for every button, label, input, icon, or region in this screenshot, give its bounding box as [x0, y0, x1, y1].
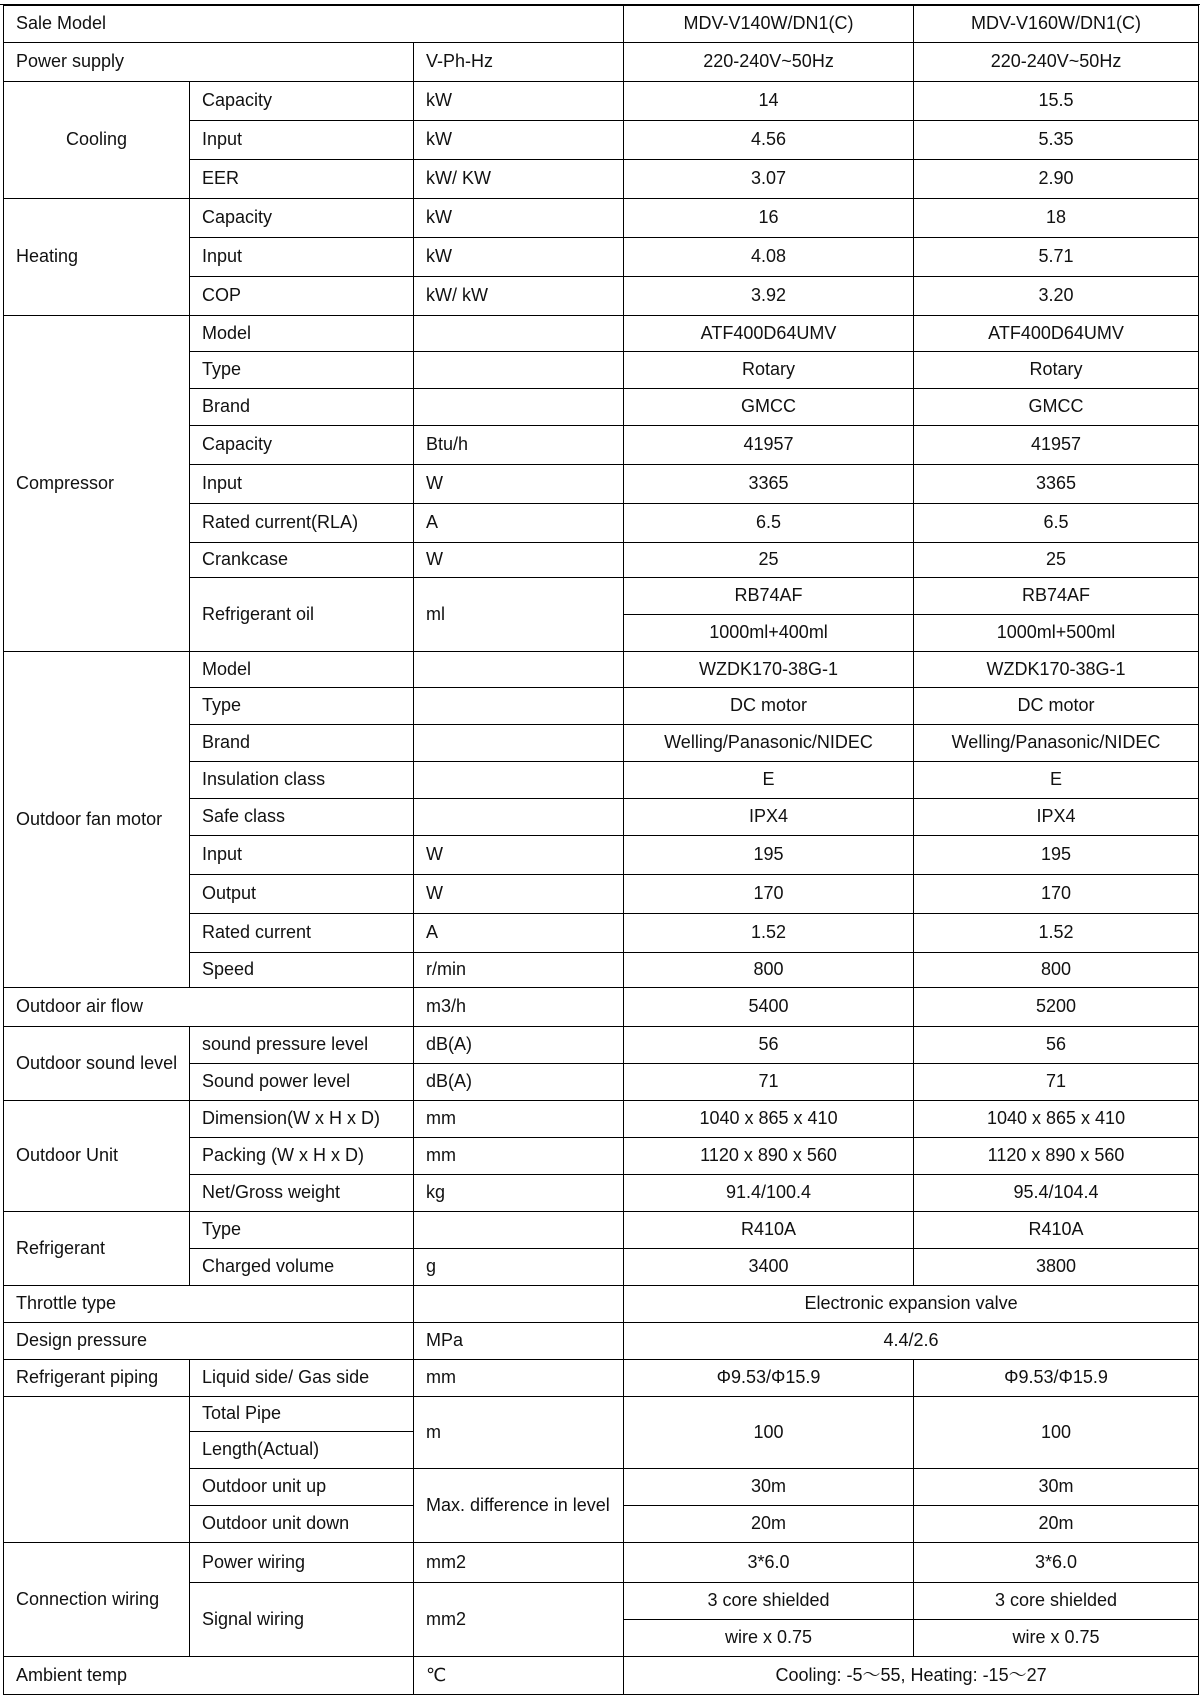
- spec-cell: E: [914, 762, 1199, 799]
- spec-row: [4, 988, 1199, 1027]
- spec-cell: MDV-V140W/DN1(C): [624, 6, 914, 43]
- spec-row: [4, 652, 1199, 688]
- spec-cell: sound pressure level: [190, 1027, 414, 1064]
- spec-cell: 1120 x 890 x 560: [624, 1138, 914, 1175]
- spec-cell: m: [414, 1397, 624, 1469]
- spec-cell: 1000ml+500ml: [914, 615, 1199, 652]
- spec-cell: Type: [190, 352, 414, 389]
- spec-cell: 18: [914, 199, 1199, 238]
- spec-cell: 15.5: [914, 82, 1199, 121]
- spec-cell: Φ9.53/Φ15.9: [624, 1360, 914, 1397]
- spec-cell: Type: [190, 688, 414, 725]
- spec-cell: 100: [624, 1397, 914, 1469]
- spec-cell: 25: [914, 543, 1199, 578]
- spec-cell: Brand: [190, 389, 414, 426]
- spec-cell: Outdoor unit down: [190, 1506, 414, 1543]
- spec-cell: Throttle type: [4, 1286, 414, 1323]
- spec-cell: W: [414, 875, 624, 914]
- spec-cell: 6.5: [914, 504, 1199, 543]
- spec-row: [4, 1286, 1199, 1323]
- spec-cell: Outdoor unit up: [190, 1469, 414, 1506]
- spec-cell: W: [414, 543, 624, 578]
- spec-cell: [414, 1212, 624, 1249]
- spec-cell: DC motor: [914, 688, 1199, 725]
- spec-cell: 3400: [624, 1249, 914, 1286]
- spec-cell: r/min: [414, 953, 624, 988]
- spec-cell: 3.92: [624, 277, 914, 316]
- spec-cell: 5.71: [914, 238, 1199, 277]
- spec-cell: Sale Model: [4, 6, 624, 43]
- spec-cell: Outdoor Unit: [4, 1101, 190, 1212]
- spec-cell: 100: [914, 1397, 1199, 1469]
- spec-cell: [4, 1397, 190, 1543]
- spec-cell: 1120 x 890 x 560: [914, 1138, 1199, 1175]
- spec-cell: m3/h: [414, 988, 624, 1027]
- spec-cell: 195: [914, 836, 1199, 875]
- spec-cell: [414, 725, 624, 762]
- spec-cell: Dimension(W x H x D): [190, 1101, 414, 1138]
- spec-row: [4, 199, 1199, 238]
- spec-cell: Capacity: [190, 426, 414, 465]
- spec-cell: WZDK170-38G-1: [624, 652, 914, 688]
- spec-cell: A: [414, 914, 624, 953]
- spec-cell: [414, 652, 624, 688]
- spec-cell: kW: [414, 82, 624, 121]
- spec-cell: 56: [914, 1027, 1199, 1064]
- spec-cell: 3365: [914, 465, 1199, 504]
- spec-cell: Φ9.53/Φ15.9: [914, 1360, 1199, 1397]
- spec-cell: Outdoor fan motor: [4, 652, 190, 988]
- spec-cell: W: [414, 836, 624, 875]
- spec-row: [4, 82, 1199, 121]
- spec-cell: 4.4/2.6: [624, 1323, 1199, 1360]
- spec-cell: 800: [914, 953, 1199, 988]
- spec-row: [4, 6, 1199, 43]
- spec-cell: 71: [624, 1064, 914, 1101]
- spec-cell: Safe class: [190, 799, 414, 836]
- spec-cell: Refrigerant oil: [190, 578, 414, 652]
- spec-cell: Output: [190, 875, 414, 914]
- spec-cell: ATF400D64UMV: [914, 316, 1199, 352]
- spec-cell: Ambient temp: [4, 1657, 414, 1695]
- spec-cell: 3 core shielded: [914, 1583, 1199, 1620]
- spec-cell: 5400: [624, 988, 914, 1027]
- spec-cell: 20m: [624, 1506, 914, 1543]
- spec-cell: kW: [414, 199, 624, 238]
- spec-cell: 170: [624, 875, 914, 914]
- spec-cell: Btu/h: [414, 426, 624, 465]
- spec-cell: [414, 389, 624, 426]
- spec-cell: 800: [624, 953, 914, 988]
- spec-cell: R410A: [624, 1212, 914, 1249]
- spec-row: [4, 1101, 1199, 1138]
- spec-cell: [414, 799, 624, 836]
- spec-cell: 3365: [624, 465, 914, 504]
- spec-cell: Power wiring: [190, 1543, 414, 1583]
- spec-cell: Brand: [190, 725, 414, 762]
- spec-cell: [414, 1286, 624, 1323]
- spec-cell: wire x 0.75: [624, 1620, 914, 1657]
- spec-cell: Input: [190, 836, 414, 875]
- spec-cell: IPX4: [624, 799, 914, 836]
- spec-cell: Compressor: [4, 316, 190, 652]
- spec-cell: 56: [624, 1027, 914, 1064]
- spec-row: [4, 1212, 1199, 1249]
- spec-cell: Speed: [190, 953, 414, 988]
- spec-cell: 41957: [624, 426, 914, 465]
- spec-cell: Electronic expansion valve: [624, 1286, 1199, 1323]
- spec-cell: 1040 x 865 x 410: [914, 1101, 1199, 1138]
- spec-cell: 220-240V~50Hz: [624, 43, 914, 82]
- spec-cell: Cooling: [4, 82, 190, 199]
- spec-cell: 3*6.0: [914, 1543, 1199, 1583]
- spec-cell: mm: [414, 1101, 624, 1138]
- spec-cell: 2.90: [914, 160, 1199, 199]
- spec-cell: Cooling: -5～55, Heating: -15～27: [624, 1657, 1199, 1695]
- spec-cell: 1.52: [624, 914, 914, 953]
- spec-cell: ℃: [414, 1657, 624, 1695]
- spec-cell: Design pressure: [4, 1323, 414, 1360]
- spec-cell: Outdoor air flow: [4, 988, 414, 1027]
- spec-cell: kW: [414, 121, 624, 160]
- spec-cell: 1.52: [914, 914, 1199, 953]
- spec-row: [4, 1657, 1199, 1695]
- spec-cell: 4.56: [624, 121, 914, 160]
- spec-cell: DC motor: [624, 688, 914, 725]
- spec-cell: mm: [414, 1360, 624, 1397]
- spec-row: [4, 43, 1199, 82]
- spec-cell: Signal wiring: [190, 1583, 414, 1657]
- spec-cell: Rotary: [914, 352, 1199, 389]
- spec-cell: WZDK170-38G-1: [914, 652, 1199, 688]
- spec-cell: [414, 762, 624, 799]
- spec-cell: 170: [914, 875, 1199, 914]
- spec-cell: E: [624, 762, 914, 799]
- spec-cell: Length(Actual): [190, 1432, 414, 1469]
- spec-cell: Packing (W x H x D): [190, 1138, 414, 1175]
- spec-cell: mm2: [414, 1583, 624, 1657]
- spec-cell: MDV-V160W/DN1(C): [914, 6, 1199, 43]
- spec-cell: 4.08: [624, 238, 914, 277]
- spec-cell: g: [414, 1249, 624, 1286]
- spec-cell: Outdoor sound level: [4, 1027, 190, 1101]
- spec-cell: 1040 x 865 x 410: [624, 1101, 914, 1138]
- spec-cell: 5200: [914, 988, 1199, 1027]
- spec-cell: MPa: [414, 1323, 624, 1360]
- spec-cell: kW: [414, 238, 624, 277]
- spec-cell: 25: [624, 543, 914, 578]
- spec-cell: wire x 0.75: [914, 1620, 1199, 1657]
- spec-cell: 95.4/104.4: [914, 1175, 1199, 1212]
- spec-cell: dB(A): [414, 1064, 624, 1101]
- spec-table: [3, 5, 1199, 1695]
- spec-cell: V-Ph-Hz: [414, 43, 624, 82]
- spec-cell: 6.5: [624, 504, 914, 543]
- spec-cell: 71: [914, 1064, 1199, 1101]
- spec-cell: 195: [624, 836, 914, 875]
- spec-row: [4, 316, 1199, 352]
- spec-row: [4, 1397, 1199, 1432]
- spec-cell: Total Pipe: [190, 1397, 414, 1432]
- spec-cell: Model: [190, 316, 414, 352]
- spec-row: [4, 1323, 1199, 1360]
- spec-cell: Liquid side/ Gas side: [190, 1360, 414, 1397]
- spec-cell: Power supply: [4, 43, 414, 82]
- spec-cell: Refrigerant piping: [4, 1360, 190, 1397]
- spec-cell: 20m: [914, 1506, 1199, 1543]
- spec-cell: Rated current(RLA): [190, 504, 414, 543]
- spec-cell: ml: [414, 578, 624, 652]
- spec-cell: 30m: [914, 1469, 1199, 1506]
- spec-cell: Rotary: [624, 352, 914, 389]
- spec-cell: Capacity: [190, 199, 414, 238]
- spec-cell: Capacity: [190, 82, 414, 121]
- spec-row: [4, 1543, 1199, 1583]
- spec-cell: 3.20: [914, 277, 1199, 316]
- spec-cell: mm: [414, 1138, 624, 1175]
- spec-cell: kW/ kW: [414, 277, 624, 316]
- spec-cell: Input: [190, 465, 414, 504]
- spec-cell: Net/Gross weight: [190, 1175, 414, 1212]
- spec-cell: COP: [190, 277, 414, 316]
- spec-cell: kg: [414, 1175, 624, 1212]
- spec-cell: Charged volume: [190, 1249, 414, 1286]
- spec-cell: Insulation class: [190, 762, 414, 799]
- spec-cell: 41957: [914, 426, 1199, 465]
- spec-cell: 91.4/100.4: [624, 1175, 914, 1212]
- spec-cell: Heating: [4, 199, 190, 316]
- spec-cell: Welling/Panasonic/NIDEC: [624, 725, 914, 762]
- spec-cell: 30m: [624, 1469, 914, 1506]
- spec-cell: 16: [624, 199, 914, 238]
- spec-cell: kW/ KW: [414, 160, 624, 199]
- spec-cell: EER: [190, 160, 414, 199]
- spec-cell: [414, 352, 624, 389]
- spec-cell: 3*6.0: [624, 1543, 914, 1583]
- spec-cell: [414, 316, 624, 352]
- spec-cell: 3800: [914, 1249, 1199, 1286]
- spec-cell: dB(A): [414, 1027, 624, 1064]
- spec-cell: 3.07: [624, 160, 914, 199]
- spec-cell: 220-240V~50Hz: [914, 43, 1199, 82]
- spec-cell: RB74AF: [624, 578, 914, 615]
- spec-cell: 5.35: [914, 121, 1199, 160]
- spec-cell: Type: [190, 1212, 414, 1249]
- spec-cell: mm2: [414, 1543, 624, 1583]
- spec-cell: Refrigerant: [4, 1212, 190, 1286]
- spec-cell: Rated current: [190, 914, 414, 953]
- spec-cell: 1000ml+400ml: [624, 615, 914, 652]
- spec-cell: Input: [190, 238, 414, 277]
- spec-table-body: [4, 6, 1199, 1695]
- spec-cell: A: [414, 504, 624, 543]
- spec-cell: GMCC: [624, 389, 914, 426]
- spec-row: [4, 1027, 1199, 1064]
- spec-cell: Max. difference in level: [414, 1469, 624, 1543]
- spec-cell: Model: [190, 652, 414, 688]
- spec-cell: Sound power level: [190, 1064, 414, 1101]
- spec-cell: GMCC: [914, 389, 1199, 426]
- spec-cell: RB74AF: [914, 578, 1199, 615]
- spec-cell: Connection wiring: [4, 1543, 190, 1657]
- spec-row: [4, 1360, 1199, 1397]
- spec-cell: ATF400D64UMV: [624, 316, 914, 352]
- spec-cell: R410A: [914, 1212, 1199, 1249]
- spec-cell: Welling/Panasonic/NIDEC: [914, 725, 1199, 762]
- spec-cell: [414, 688, 624, 725]
- spec-cell: W: [414, 465, 624, 504]
- spec-cell: 3 core shielded: [624, 1583, 914, 1620]
- spec-cell: Crankcase: [190, 543, 414, 578]
- spec-cell: 14: [624, 82, 914, 121]
- spec-cell: IPX4: [914, 799, 1199, 836]
- spec-cell: Input: [190, 121, 414, 160]
